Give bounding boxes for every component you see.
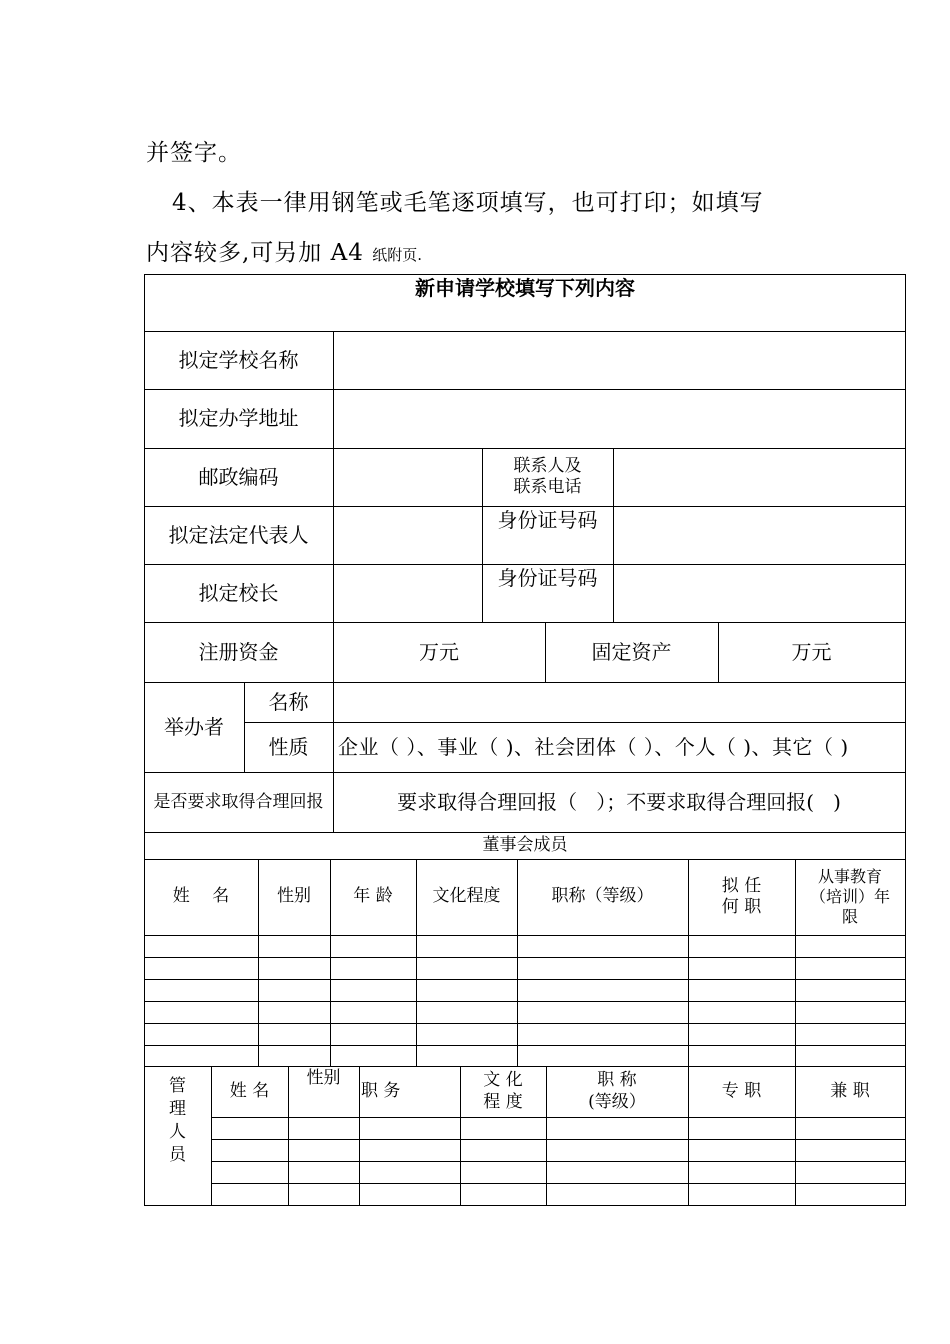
- application-form-table: [144, 274, 906, 1206]
- principal-input[interactable]: [334, 565, 481, 621]
- intro-line-1: 并签字。: [146, 140, 242, 166]
- fixed-assets-unit[interactable]: 万元: [791, 639, 832, 664]
- management-header-name: 姓 名: [229, 1080, 270, 1101]
- address-label: 拟定办学地址: [178, 406, 299, 430]
- intro-line-3: [146, 234, 422, 267]
- organizer-nature-label: 性质: [268, 734, 309, 759]
- return-options[interactable]: 要求取得合理回报（ ）；不要求取得合理回报( ): [397, 789, 841, 814]
- board-title: 董事会成员: [482, 834, 568, 855]
- board-header-name: 姓 名: [172, 886, 230, 907]
- legal-rep-id-label: 身份证号码: [497, 508, 598, 532]
- postal-code-label: 邮政编码: [198, 464, 279, 489]
- organizer-label: 举办者: [164, 714, 224, 739]
- postal-code-input[interactable]: [334, 449, 481, 505]
- contact-label: [482, 448, 613, 506]
- school-name-label: 拟定学校名称: [178, 347, 299, 372]
- management-header-education: 文 化 程 度: [483, 1070, 523, 1112]
- contact-label-line-2: 联系电话: [513, 477, 582, 497]
- board-header-title: 职称（等级）: [551, 886, 654, 907]
- intro-line-3-main: 内容较多,可另加 A4: [146, 240, 373, 266]
- school-name-input[interactable]: [334, 332, 904, 388]
- management-header-fulltime: 专 职: [721, 1080, 762, 1101]
- organizer-name-label: 名称: [268, 689, 309, 714]
- return-label: 是否要求取得合理回报: [153, 791, 324, 812]
- board-header-gender: 性别: [277, 886, 311, 907]
- legal-rep-id-input[interactable]: [614, 507, 904, 563]
- intro-line-3-small: 纸附页.: [372, 246, 422, 264]
- capital-unit[interactable]: 万元: [419, 639, 459, 664]
- intro-line-2: 4、本表一律用钢笔或毛笔逐项填写，也可打印；如填写: [172, 190, 764, 216]
- organizer-name-input[interactable]: [334, 683, 904, 721]
- management-label: 管 理 人 员: [169, 1076, 186, 1165]
- management-header-title: 职 称 (等级）: [588, 1070, 646, 1112]
- board-header-age: 年 龄: [353, 886, 393, 907]
- legal-rep-label: 拟定法定代表人: [168, 522, 309, 547]
- principal-label: 拟定校长: [198, 580, 279, 605]
- fixed-assets-label: 固定资产: [591, 639, 672, 664]
- form-title: 新申请学校填写下列内容: [415, 276, 635, 300]
- contact-input[interactable]: [614, 449, 904, 505]
- address-input[interactable]: [334, 390, 904, 447]
- principal-id-label: 身份证号码: [497, 566, 598, 590]
- board-header-education: 文化程度: [432, 886, 501, 907]
- principal-id-input[interactable]: [614, 565, 904, 621]
- capital-label: 注册资金: [198, 639, 279, 664]
- management-header-duty: 职 务: [361, 1080, 401, 1101]
- management-header-gender: 性别: [306, 1068, 341, 1088]
- board-header-position: 拟 任 何 职: [721, 875, 762, 917]
- organizer-nature-options[interactable]: 企业（ ）、事业（ )、社会团体（ ）、个人（ )、其它（ ): [338, 734, 849, 759]
- board-header-years: 从事教育 （培训）年 限: [809, 867, 890, 926]
- contact-label-line-1: 联系人及: [513, 455, 582, 476]
- legal-rep-input[interactable]: [334, 507, 481, 563]
- management-header-parttime: 兼 职: [830, 1080, 870, 1101]
